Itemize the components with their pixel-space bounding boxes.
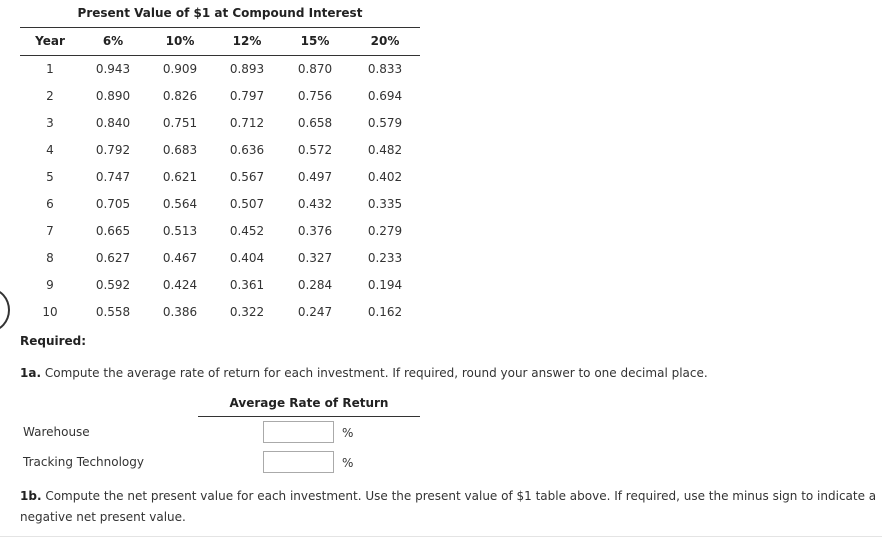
pv-table-header-cell: 12%: [232, 34, 262, 48]
pv-table-row: [20, 197, 420, 213]
question-1b-text: Compute the net present value for each investment. Use the present value of $1 table above. If required, use the minus sign to indicate a negative net present value.: [20, 489, 877, 524]
pv-table-factor-cell: 0.376: [297, 224, 333, 238]
pv-table-factor-cell: 0.792: [95, 143, 131, 157]
tracking-technology-percent-sign: %: [342, 456, 354, 470]
pv-table-row: [20, 89, 420, 105]
pv-table-year-cell: 4: [46, 143, 54, 157]
pv-table-factor-cell: 0.402: [367, 170, 403, 184]
annotation-circle: [0, 288, 10, 332]
pv-table-factor-cell: 0.361: [229, 278, 265, 292]
pv-table-row: [20, 224, 420, 240]
required-label: Required:: [20, 334, 87, 348]
pv-table-factor-cell: 0.335: [367, 197, 403, 211]
pv-table-factor-cell: 0.497: [297, 170, 333, 184]
pv-table-year-cell: 3: [46, 116, 54, 130]
pv-table-row: [20, 170, 420, 186]
pv-table-factor-cell: 0.567: [229, 170, 265, 184]
pv-table-row: [20, 62, 420, 78]
pv-table-factor-cell: 0.658: [297, 116, 333, 130]
pv-table-factor-cell: 0.322: [229, 305, 265, 319]
pv-table-factor-cell: 0.194: [367, 278, 403, 292]
pv-table-factor-cell: 0.705: [95, 197, 131, 211]
pv-table-title: Present Value of $1 at Compound Interest: [77, 6, 363, 20]
pv-table-factor-cell: 0.636: [229, 143, 265, 157]
avg-rate-header-rule: [198, 416, 420, 417]
pv-table-factor-cell: 0.247: [297, 305, 333, 319]
pv-table-factor-cell: 0.572: [297, 143, 333, 157]
pv-table-factor-cell: 0.943: [95, 62, 131, 76]
pv-table-factor-cell: 0.579: [367, 116, 403, 130]
pv-table-factor-cell: 0.233: [367, 251, 403, 265]
pv-table-factor-cell: 0.513: [162, 224, 198, 238]
pv-table-factor-cell: 0.833: [367, 62, 403, 76]
pv-table-year-cell: 7: [46, 224, 54, 238]
question-1a: [20, 366, 708, 380]
pv-table-factor-cell: 0.826: [162, 89, 198, 103]
pv-table-factor-cell: 0.327: [297, 251, 333, 265]
pv-table-factor-cell: 0.909: [162, 62, 198, 76]
pv-table-factor-cell: 0.558: [95, 305, 131, 319]
pv-table-header-cell: Year: [35, 34, 65, 48]
pv-table-factor-cell: 0.870: [297, 62, 333, 76]
pv-table-factor-cell: 0.564: [162, 197, 198, 211]
pv-table-factor-cell: 0.452: [229, 224, 265, 238]
pv-table-top-rule: [20, 27, 420, 28]
pv-table-factor-cell: 0.592: [95, 278, 131, 292]
pv-table-factor-cell: 0.279: [367, 224, 403, 238]
pv-table-year-cell: 1: [46, 62, 54, 76]
pv-table-factor-cell: 0.797: [229, 89, 265, 103]
pv-table-row: [20, 305, 420, 321]
pv-table-factor-cell: 0.432: [297, 197, 333, 211]
pv-table-year-cell: 9: [46, 278, 54, 292]
question-1a-number: 1a.: [20, 366, 42, 380]
pv-table-factor-cell: 0.507: [229, 197, 265, 211]
pv-table-factor-cell: 0.890: [95, 89, 131, 103]
pv-table-year-cell: 5: [46, 170, 54, 184]
avg-rate-header: Average Rate of Return: [229, 396, 389, 410]
pv-table-row: [20, 278, 420, 294]
pv-table-header-cell: 6%: [102, 34, 124, 48]
pv-table-header-cell: 20%: [370, 34, 400, 48]
pv-table-row: [20, 116, 420, 132]
pv-table-header-row: [20, 34, 420, 50]
pv-table-factor-cell: 0.840: [95, 116, 131, 130]
pv-table-factor-cell: 0.665: [95, 224, 131, 238]
question-1b: [20, 486, 878, 528]
pv-table-row: [20, 143, 420, 159]
pv-table-row: [20, 251, 420, 267]
tracking-technology-rate-input[interactable]: [263, 451, 334, 473]
page-bottom-rule: [0, 536, 882, 537]
pv-table-year-cell: 8: [46, 251, 54, 265]
pv-table-header-cell: 15%: [300, 34, 330, 48]
pv-table-factor-cell: 0.627: [95, 251, 131, 265]
pv-table-factor-cell: 0.404: [229, 251, 265, 265]
pv-table-factor-cell: 0.756: [297, 89, 333, 103]
pv-table-year-cell: 2: [46, 89, 54, 103]
warehouse-label: Warehouse: [23, 425, 90, 439]
pv-table-factor-cell: 0.467: [162, 251, 198, 265]
pv-table-factor-cell: 0.747: [95, 170, 131, 184]
pv-table-factor-cell: 0.694: [367, 89, 403, 103]
pv-table-year-cell: 10: [42, 305, 58, 319]
pv-table-header-rule: [20, 55, 420, 56]
pv-table-factor-cell: 0.712: [229, 116, 265, 130]
pv-table-factor-cell: 0.386: [162, 305, 198, 319]
pv-table-factor-cell: 0.482: [367, 143, 403, 157]
warehouse-percent-sign: %: [342, 426, 354, 440]
pv-table-year-cell: 6: [46, 197, 54, 211]
pv-table-factor-cell: 0.424: [162, 278, 198, 292]
pv-table-factor-cell: 0.751: [162, 116, 198, 130]
warehouse-rate-input[interactable]: [263, 421, 334, 443]
pv-table-header-cell: 10%: [165, 34, 195, 48]
question-1b-number: 1b.: [20, 489, 42, 503]
pv-table-factor-cell: 0.683: [162, 143, 198, 157]
pv-table-factor-cell: 0.621: [162, 170, 198, 184]
pv-table-factor-cell: 0.162: [367, 305, 403, 319]
pv-table-factor-cell: 0.893: [229, 62, 265, 76]
question-1a-text: Compute the average rate of return for each investment. If required, round your answer to one decimal place.: [44, 366, 708, 380]
pv-table-factor-cell: 0.284: [297, 278, 333, 292]
tracking-technology-label: Tracking Technology: [23, 455, 144, 469]
